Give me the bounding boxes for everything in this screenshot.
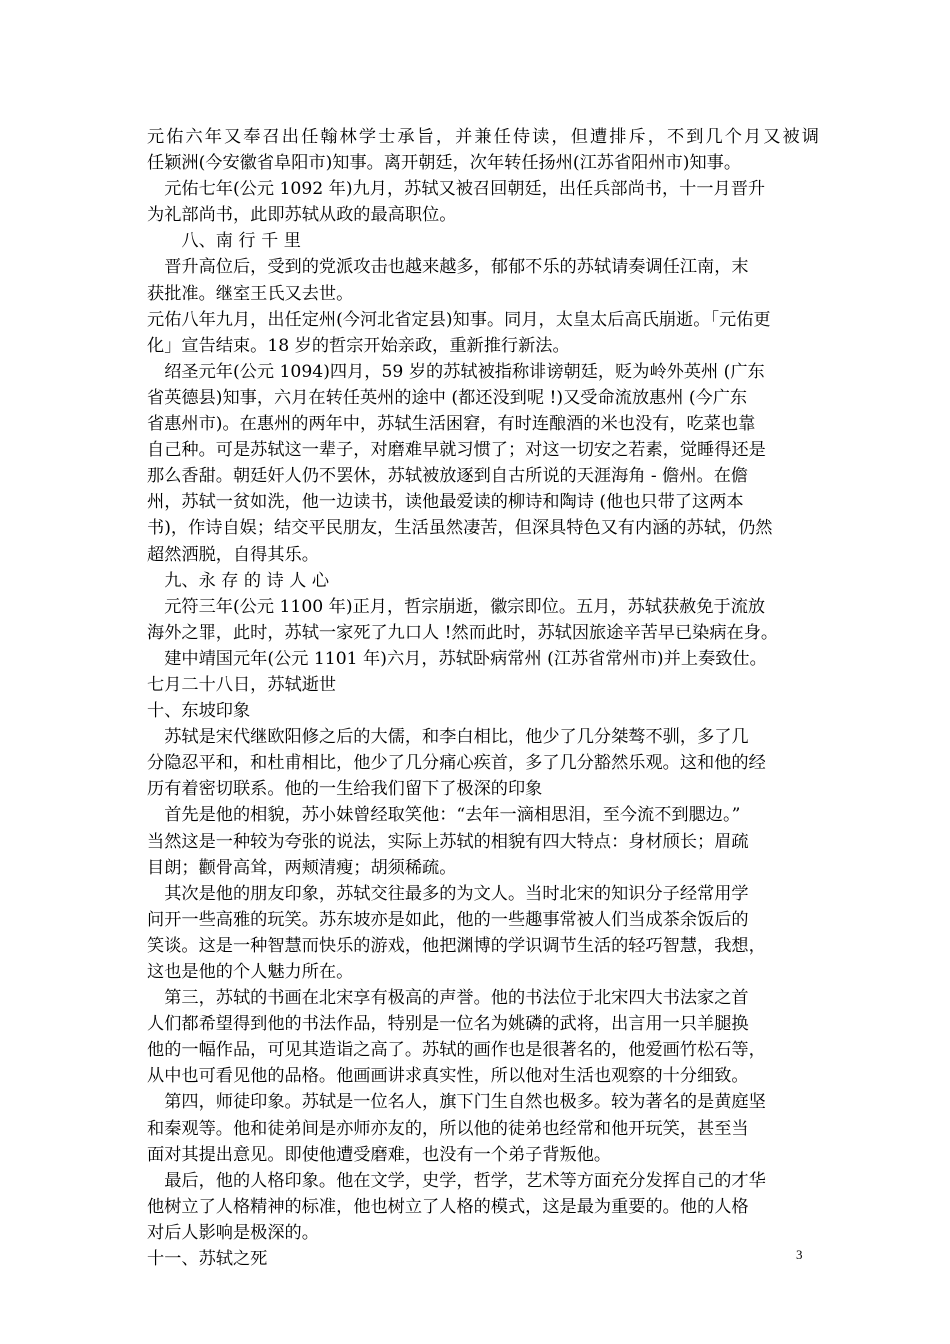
page-number: 3 bbox=[796, 1247, 803, 1262]
text-line: 分隐忍平和，和杜甫相比，他少了几分痛心疾首，多了几分豁然乐观。这和他的经 bbox=[147, 753, 766, 774]
body-text bbox=[147, 124, 819, 1272]
text-line: 九、永 存 的 诗 人 心 bbox=[164, 570, 330, 591]
text-line: 书)，作诗自娱；结交平民朋友，生活虽然凄苦，但深具特色又有内涵的苏轼，仍然 bbox=[147, 518, 773, 539]
text-line: 超然洒脱，自得其乐。 bbox=[147, 544, 319, 565]
text-line: 那么香甜。朝廷奸人仍不罢休，苏轼被放逐到自古所说的天涯海角 - 儋州。在儋 bbox=[147, 466, 749, 487]
text-line: 对后人影响是极深的。 bbox=[147, 1222, 319, 1243]
text-line: 省英德县)知事，六月在转任英州的途中 (都还没到呢 !)又受命流放惠州 (今广东 bbox=[147, 387, 748, 408]
text-line: 苏轼是宋代继欧阳修之后的大儒，和李白相比，他少了几分桀骜不驯，多了几 bbox=[164, 727, 749, 748]
text-line: 晋升高位后，受到的党派攻击也越来越多，郁郁不乐的苏轼请奏调任江南，末 bbox=[164, 257, 749, 278]
text-line: 建中靖国元年(公元 1101 年)六月，苏轼卧病常州 (江苏省常州市)并上奏致仕。 bbox=[164, 648, 767, 669]
text-line: 十一、苏轼之死 bbox=[147, 1249, 268, 1270]
text-line: 第四，师徒印象。苏轼是一位名人，旗下门生自然也极多。较为著名的是黄庭坚 bbox=[164, 1092, 766, 1113]
text-line: 面对其提出意见。即使他遭受磨难，也没有一个弟子背叛他。 bbox=[147, 1144, 612, 1165]
text-line: 元佑七年(公元 1092 年)九月，苏轼又被召回朝廷，出任兵部尚书，十一月晋升 bbox=[164, 179, 766, 200]
text-line: 为礼部尚书，此即苏轼从政的最高职位。 bbox=[147, 205, 457, 226]
text-line: 历有着密切联系。他的一生给我们留下了极深的印象 bbox=[147, 779, 543, 800]
text-line: 笑谈。这是一种智慧而快乐的游戏，他把渊博的学识调节生活的轻巧智慧，我想， bbox=[147, 935, 766, 956]
text-line: 元符三年(公元 1100 年)正月，哲宗崩逝，徽宗即位。五月，苏轼获赦免于流放 bbox=[164, 596, 766, 617]
text-line: 八、南 行 千 里 bbox=[181, 231, 301, 252]
text-line: 其次是他的朋友印象，苏轼交往最多的为文人。当时北宋的知识分子经常用学 bbox=[164, 883, 749, 904]
text-line: 首先是他的相貌，苏小妹曾经取笑他：“去年一滴相思泪，至今流不到腮边。” bbox=[164, 805, 741, 826]
text-line: 从中也可看见他的品格。他画画讲求真实性，所以他对生活也观察的十分细致。 bbox=[147, 1066, 749, 1087]
text-line: 他的一幅作品，可见其造诣之高了。苏轼的画作也是很著名的，他爱画竹松石等， bbox=[147, 1040, 766, 1061]
text-line: 这也是他的个人魅力所在。 bbox=[147, 962, 354, 982]
text-line: 他树立了人格精神的标准，他也树立了人格的模式，这是最为重要的。他的人格 bbox=[147, 1196, 749, 1217]
text-line: 绍圣元年(公元 1094)四月，59 岁的苏轼被指称诽谤朝廷，贬为岭外英州 (广东 bbox=[164, 361, 765, 382]
text-line: 和秦观等。他和徒弟间是亦师亦友的，所以他的徒弟也经常和他开玩笑，甚至当 bbox=[147, 1118, 749, 1139]
text-line: 自己种。可是苏轼这一辈子，对磨难早就习惯了；对这一切安之若素，觉睡得还是 bbox=[147, 440, 766, 461]
text-line: 当然这是一种较为夸张的说法，实际上苏轼的相貌有四大特点：身材颀长；眉疏 bbox=[147, 831, 749, 852]
text-line: 问开一些高雅的玩笑。苏东坡亦是如此，他的一些趣事常被人们当成茶余饭后的 bbox=[147, 909, 749, 930]
text-line: 化」宣告结束。18 岁的哲宗开始亲政，重新推行新法。 bbox=[147, 335, 570, 356]
text-line: 获批准。继室王氏又去世。 bbox=[147, 283, 354, 304]
text-line: 第三，苏轼的书画在北宋享有极高的声誉。他的书法位于北宋四大书法家之首 bbox=[164, 988, 749, 1009]
text-line: 目朗；颧骨高耸，两颊清瘦；胡须稀疏。 bbox=[147, 857, 457, 878]
text-line: 任颖洲(今安徽省阜阳市)知事。离开朝廷，次年转任扬州(江苏省阳州市)知事。 bbox=[147, 153, 742, 174]
text-line: 元佑六年又奉召出任翰林学士承旨，并兼任侍读，但遭排斥，不到几个月又被调 bbox=[147, 127, 819, 147]
text-line: 人们都希望得到他的书法作品，特别是一位名为姚磷的武将，出言用一只羊腿换 bbox=[147, 1014, 749, 1035]
text-line: 州，苏轼一贫如洗，他一边读书，读他最爱读的柳诗和陶诗 (他也只带了这两本 bbox=[147, 492, 744, 513]
text-line: 元佑八年九月，出任定州(今河北省定县)知事。同月，太皇太后高氏崩逝。「元佑更 bbox=[147, 309, 771, 330]
text-line: 最后，他的人格印象。他在文学，史学，哲学，艺术等方面充分发挥自己的才华 bbox=[164, 1170, 766, 1191]
text-line: 省惠州市)。在惠州的两年中，苏轼生活困窘，有时连酿酒的米也没有，吃菜也靠 bbox=[147, 414, 756, 435]
text-line: 七月二十八日，苏轼逝世 bbox=[147, 674, 337, 695]
text-line: 海外之罪，此时，苏轼一家死了九口人 !然而此时，苏轼因旅途辛苦早已染病在身。 bbox=[147, 622, 779, 643]
text-line: 十、东坡印象 bbox=[147, 701, 251, 722]
